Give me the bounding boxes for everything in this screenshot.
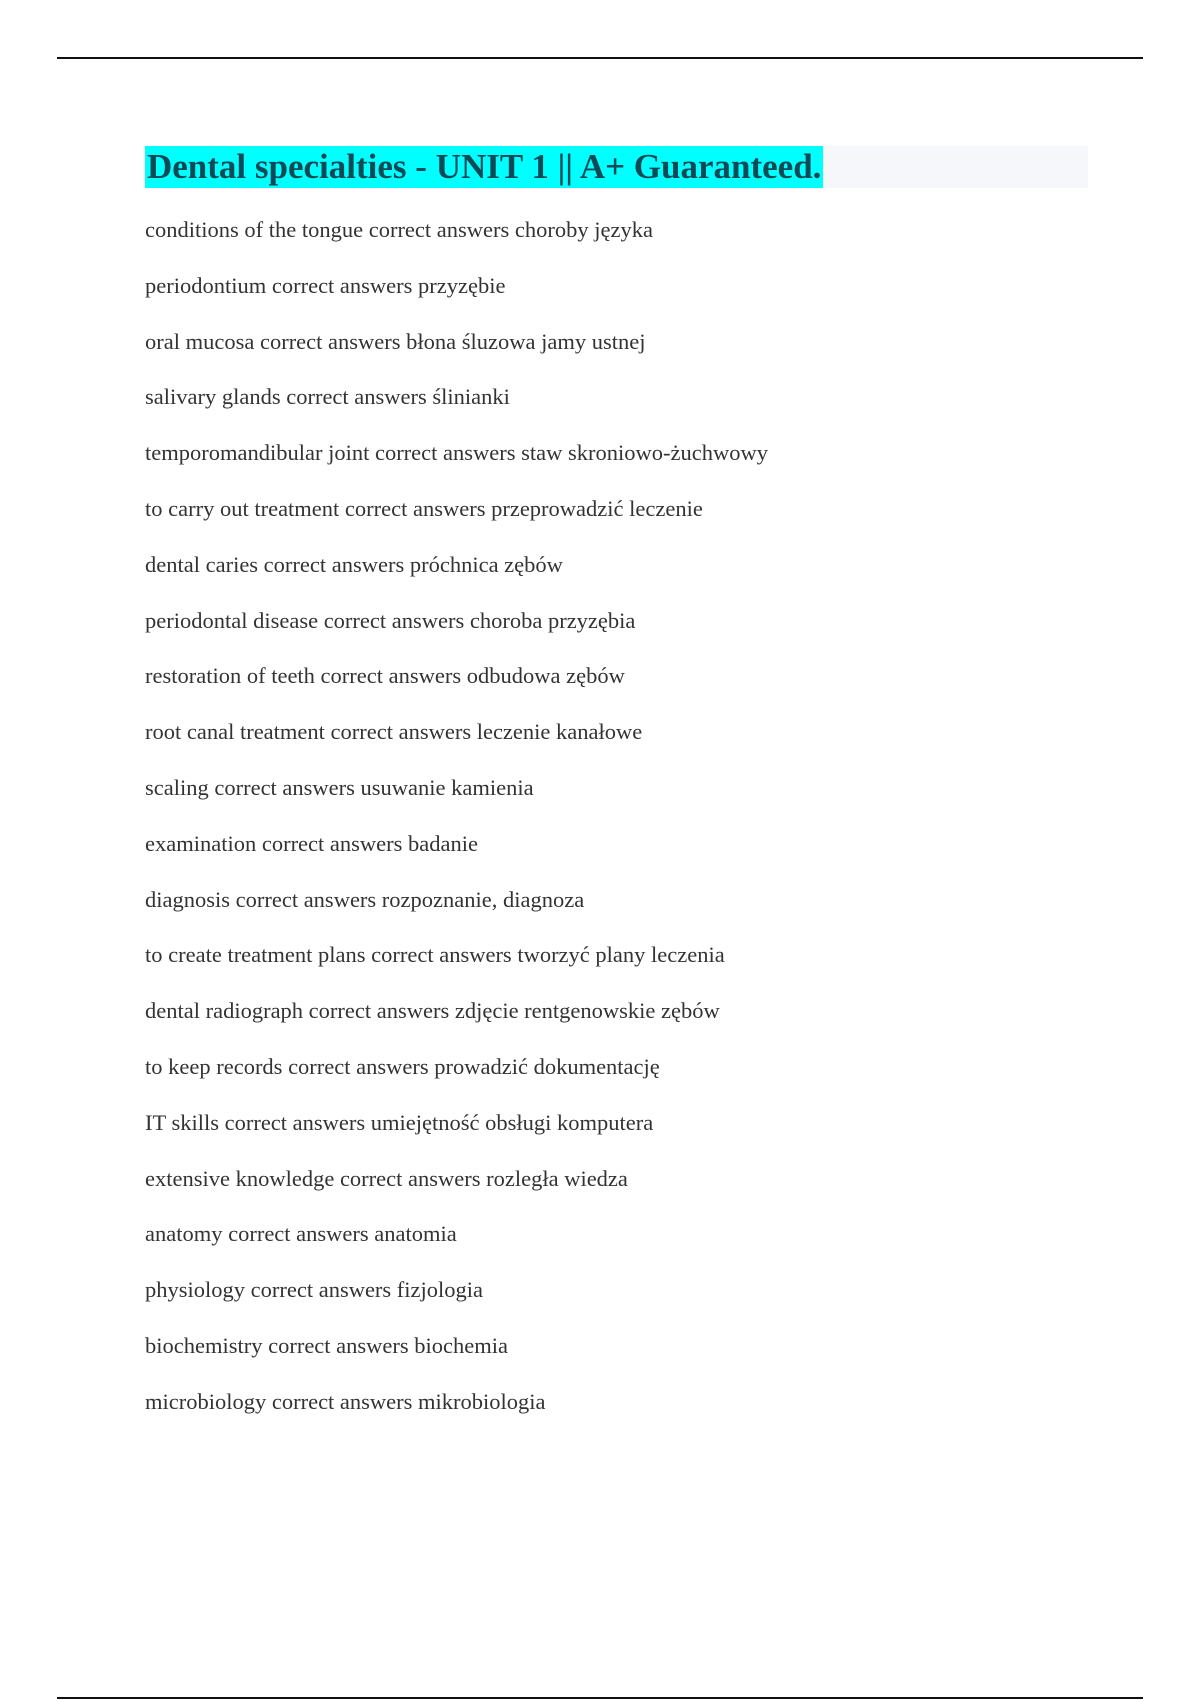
- list-item: microbiology correct answers mikrobiologia: [145, 1388, 546, 1414]
- list-item: anatomy correct answers anatomia: [145, 1221, 457, 1247]
- list-item: conditions of the tongue correct answers choroby języka: [145, 217, 653, 242]
- list-item: dental caries correct answers próchnica zębów: [145, 551, 563, 577]
- footer-rule: [57, 1697, 1143, 1699]
- list-item: salivary glands correct answers ślinianki: [145, 384, 510, 410]
- list-item: periodontal disease correct answers choroba przyzębia: [145, 607, 636, 633]
- list-item: scaling correct answers usuwanie kamienia: [145, 774, 534, 800]
- term-list: [145, 210, 768, 1438]
- document-title: Dental specialties - UNIT 1 || A+ Guaranteed.: [147, 147, 822, 186]
- list-item: periodontium correct answers przyzębie: [145, 272, 506, 298]
- list-item: physiology correct answers fizjologia: [145, 1277, 484, 1303]
- list-item: biochemistry correct answers biochemia: [145, 1332, 508, 1358]
- list-item: temporomandibular joint correct answers staw skroniowo-żuchwowy: [145, 440, 768, 466]
- list-item: extensive knowledge correct answers rozległa wiedza: [145, 1165, 628, 1191]
- list-item: to create treatment plans correct answers tworzyć plany leczenia: [145, 942, 725, 968]
- list-item: restoration of teeth correct answers odbudowa zębów: [145, 663, 625, 689]
- header-rule: [57, 57, 1143, 59]
- list-item: to carry out treatment correct answers przeprowadzić leczenie: [145, 495, 703, 521]
- list-item: root canal treatment correct answers leczenie kanałowe: [145, 719, 643, 745]
- list-item: examination correct answers badanie: [145, 830, 478, 856]
- list-item: dental radiograph correct answers zdjęcie rentgenowskie zębów: [145, 998, 720, 1024]
- list-item: oral mucosa correct answers błona śluzowa jamy ustnej: [145, 328, 646, 354]
- list-item: to keep records correct answers prowadzić dokumentację: [145, 1053, 660, 1079]
- list-item: IT skills correct answers umiejętność obsługi komputera: [145, 1109, 654, 1135]
- list-item: diagnosis correct answers rozpoznanie, diagnoza: [145, 886, 585, 912]
